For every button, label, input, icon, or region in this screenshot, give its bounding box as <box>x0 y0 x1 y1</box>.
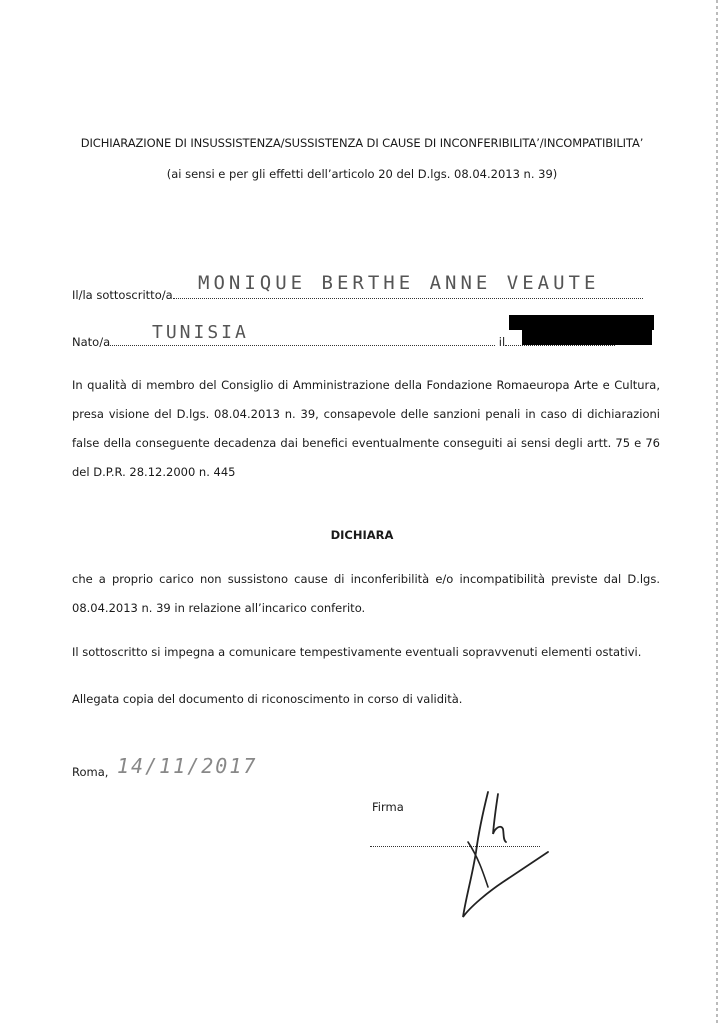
redaction-bar-bottom <box>522 330 652 345</box>
born-date-label: il <box>498 335 506 349</box>
document-subtitle: (ai sensi e per gli effetti dell’articolo 20 del D.lgs. 08.04.2013 n. 39) <box>166 167 558 181</box>
redaction-bar-top <box>509 315 654 330</box>
scan-edge <box>716 0 718 1024</box>
paragraph-commitment: Il sottoscritto si impegna a comunicare tempestivamente eventuali sopravvenuti elementi ostativi. <box>72 645 642 659</box>
handwritten-date: 14/11/2017 <box>117 754 258 778</box>
paragraph-declaration: che a proprio carico non sussistono cause di inconferibilità e/o incompatibilità previste dal D.lgs. 08.04.2013 n. 39 in relazione all’incarico conferito. <box>72 572 660 615</box>
paragraph-premise: In qualità di membro del Consiglio di Amministrazione della Fondazione Romaeuropa Arte e Cultura, presa visione del D.lgs. 08.04.2013 n. 39, consapevole delle sanzioni penali in caso di dichiarazioni false della conseguente decadenza dai benefici eventualmente conseguiti ai sensi degli artt. 75 e 76 del D.P.R. 28.12.2000 n. 445 <box>72 378 660 479</box>
signature-label: Firma <box>372 800 404 814</box>
place-label: Roma, <box>72 765 109 779</box>
born-place-handwritten: TUNISIA <box>152 322 249 343</box>
paragraph-attachment: Allegata copia del documento di riconoscimento in corso di validità. <box>72 692 463 706</box>
declaration-heading: DICHIARA <box>330 528 394 542</box>
handwritten-signature <box>448 782 558 932</box>
signer-label: Il/la sottoscritto/a <box>72 288 173 302</box>
document-title: DICHIARAZIONE DI INSUSSISTENZA/SUSSISTENZA DI CAUSE DI INCONFERIBILITA’/INCOMPATIBILITA’ <box>80 136 644 150</box>
signer-name-handwritten: MONIQUE BERTHE ANNE VEAUTE <box>198 272 600 294</box>
born-label: Nato/a <box>72 335 111 349</box>
